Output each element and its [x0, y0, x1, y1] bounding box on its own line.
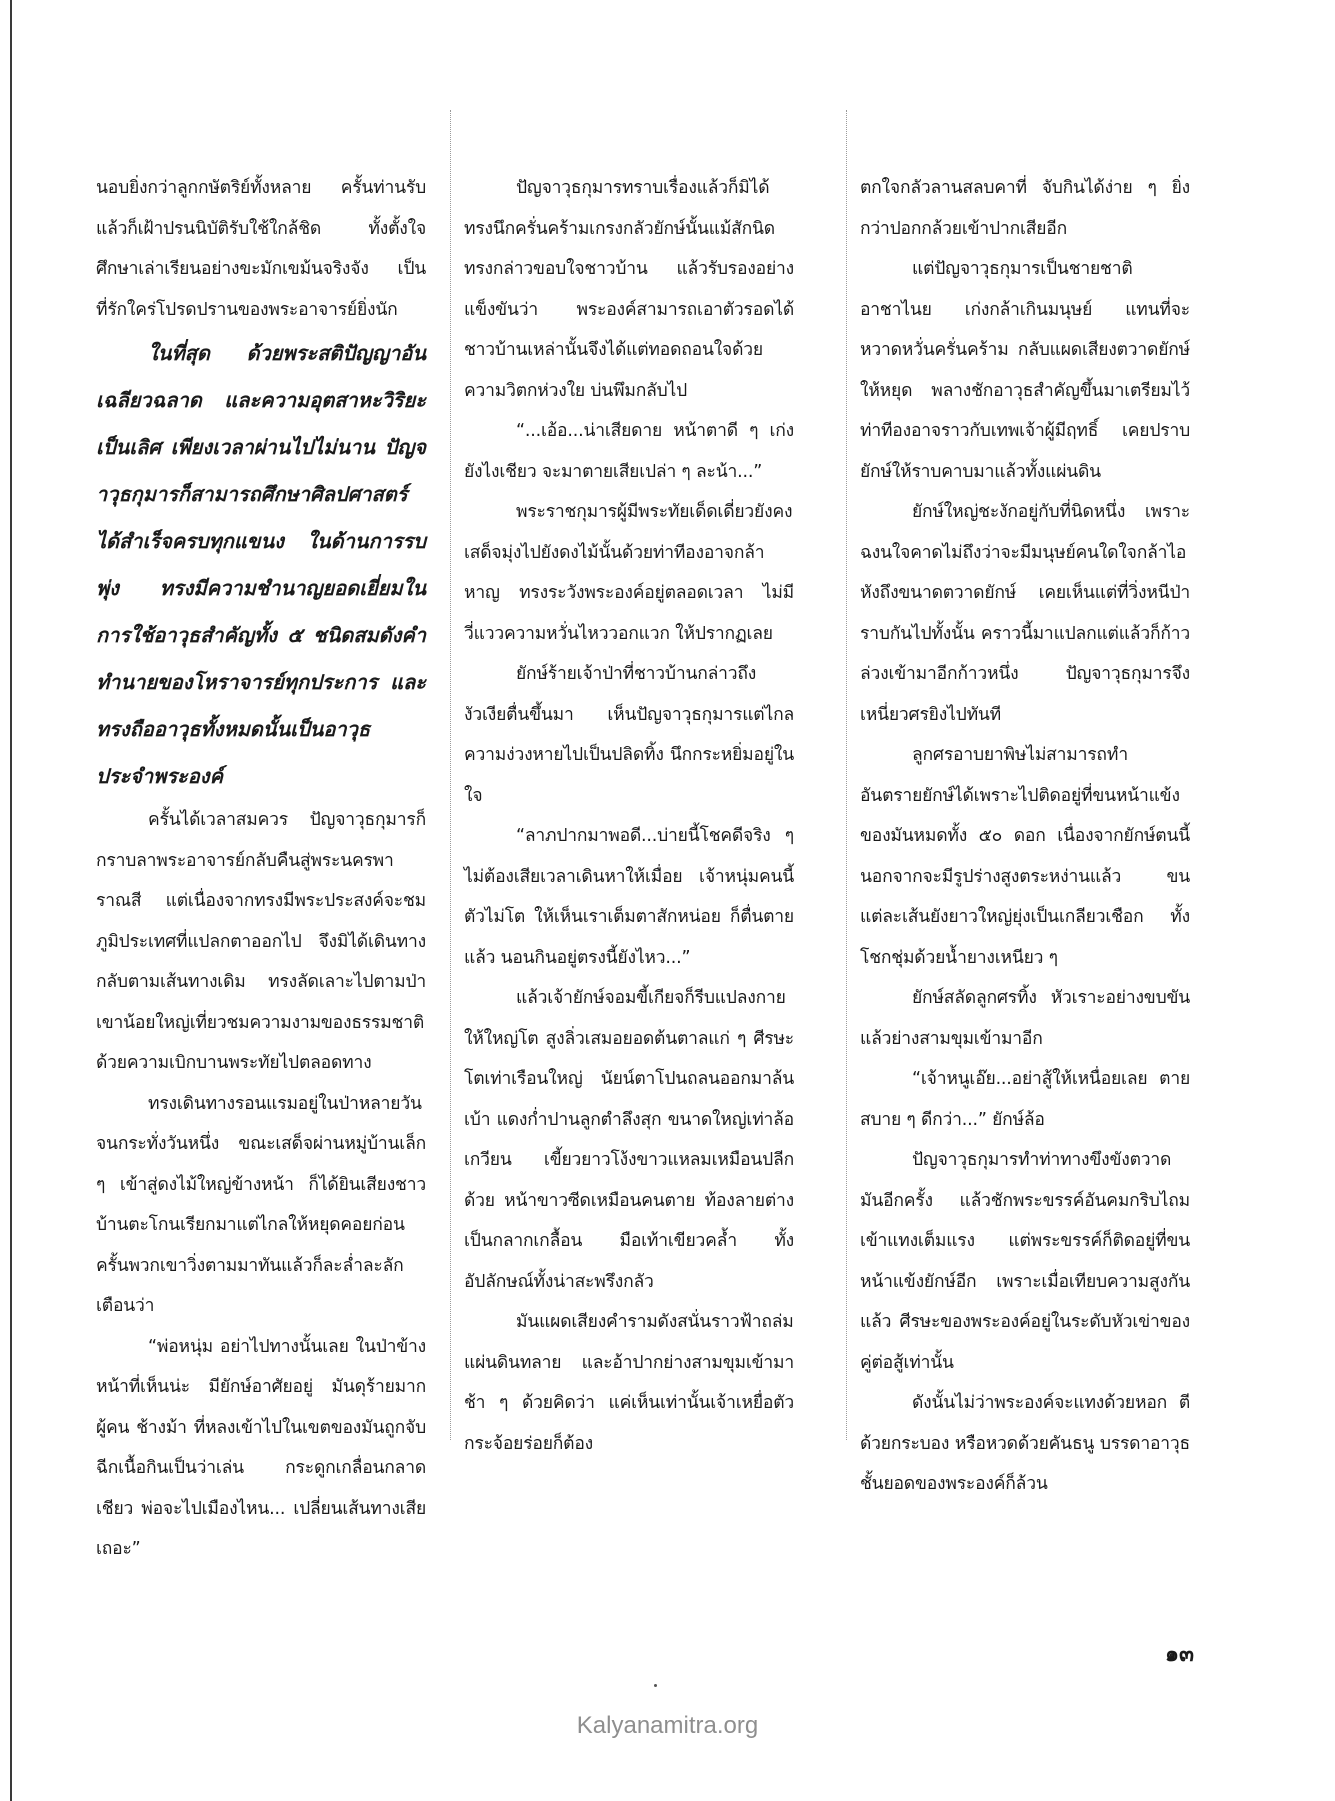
page-edge-line: [10, 0, 12, 1801]
text-column-2: [464, 168, 794, 1464]
paragraph: พระราชกุมารผู้มีพระทัยเด็ดเดี่ยวยังคงเสด็จมุ่งไปยังดงไม้นั้นด้วยท่าทีองอาจกล้าหาญ ทรงระวังพระองค์อยู่ตลอดเวลา ไม่มีวี่แววความหวั่นไหววอกแวก ให้ปรากฏเลย: [464, 502, 794, 644]
paragraph: ยักษ์ร้ายเจ้าป่าที่ชาวบ้านกล่าวถึงงัวเงียตื่นขึ้นมา เห็นปัญจาวุธกุมารแต่ไกล ความง่วงหายไปเป็นปลิดทิ้ง นึกกระหยิ่มอยู่ในใจ: [464, 664, 794, 806]
paragraph: ยักษ์ใหญ่ชะงักอยู่กับที่นิดหนึ่ง เพราะฉงนใจคาดไม่ถึงว่าจะมีมนุษย์คนใดใจกล้าไอหังถึงขนาดตวาดยักษ์ เคยเห็นแต่ที่วิ่งหนีป่าราบกันไปทั้งนั้น คราวนี้มาแปลกแต่แล้วก็ก้าวล่วงเข้ามาอีกก้าวหนึ่ง ปัญจาวุธกุมารจึงเหนี่ยวศรยิงไปทันที: [860, 502, 1190, 725]
paragraph: ปัญจาวุธกุมารทราบเรื่องแล้วก็มิได้ทรงนึกครั่นคร้ามเกรงกลัวยักษ์นั้นแม้สักนิด ทรงกล่าวขอบใจชาวบ้าน แล้วรับรองอย่างแข็งขันว่า พระองค์สามารถเอาตัวรอดได้ ชาวบ้านเหล่านั้นจึงได้แต่ทอดถอนใจด้วยความวิตกห่วงใย บ่นพึมกลับไป: [464, 178, 794, 401]
paragraph: แต่ปัญจาวุธกุมารเป็นชายชาติอาชาไนย เก่งกล้าเกินมนุษย์ แทนที่จะหวาดหวั่นครั่นคร้าม กลับแผดเสียงตวาดยักษ์ให้หยุด พลางชักอาวุธสำคัญขึ้นมาเตรียมไว้ ท่าทีองอาจราวกับเทพเจ้าผู้มีฤทธิ์ เคยปราบยักษ์ให้ราบคาบมาแล้วทั้งแผ่นดิน: [860, 259, 1190, 482]
text-column-1: [96, 168, 426, 1570]
column-divider: [846, 110, 847, 1440]
paragraph-emphasis: ในที่สุด ด้วยพระสติปัญญาอันเฉลียวฉลาด และความอุตสาหะวิริยะเป็นเลิศ เพียงเวลาผ่านไปไม่นาน ปัญจาวุธกุมารก็สามารถศึกษาศิลปศาสตร์ได้สำเร็จครบทุกแขนง ในด้านการรบพุ่ง ทรงมีความชำนาญยอดเยี่ยมในการใช้อาวุธสำคัญทั้ง ๕ ชนิดสมดังคำทำนายของโหราจารย์ทุกประการ และทรงถืออาวุธทั้งหมดนั้นเป็นอาวุธประจำพระองค์: [96, 341, 426, 788]
paragraph-dialogue: “ลาภปากมาพอดี...บ่ายนี้โชคดีจริง ๆ ไม่ต้องเสียเวลาเดินหาให้เมื่อย เจ้าหนุ่มคนนี้ตัวไม่โต ให้เห็นเราเต็มตาสักหน่อย ก็ตื่นตายแล้ว นอนกินอยู่ตรงนี้ยังไหว...”: [464, 826, 794, 968]
paragraph: ดังนั้นไม่ว่าพระองค์จะแทงด้วยหอก ตีด้วยกระบอง หรือหวดด้วยคันธนู บรรดาอาวุธชั้นยอดของพระองค์ก็ล้วน: [860, 1393, 1190, 1494]
paragraph: นอบยิ่งกว่าลูกกษัตริย์ทั้งหลาย ครั้นท่านรับแล้วก็เฝ้าปรนนิบัติรับใช้ใกล้ชิด ทั้งตั้งใจศึกษาเล่าเรียนอย่างขะมักเขม้นจริงจัง เป็นที่รักใคร่โปรดปรานของพระอาจารย์ยิ่งนัก: [96, 178, 426, 320]
paragraph: ทรงเดินทางรอนแรมอยู่ในป่าหลายวัน จนกระทั่งวันหนึ่ง ขณะเสด็จผ่านหมู่บ้านเล็ก ๆ เข้าสู่ดงไม้ใหญ่ข้างหน้า ก็ได้ยินเสียงชาวบ้านตะโกนเรียกมาแต่ไกลให้หยุดคอยก่อน ครั้นพวกเขาวิ่งตามมาทันแล้วก็ละล่ำละลักเตือนว่า: [96, 1093, 426, 1316]
paragraph: มันแผดเสียงคำรามดังสนั่นราวฟ้าถล่มแผ่นดินทลาย และอ้าปากย่างสามขุมเข้ามาช้า ๆ ด้วยคิดว่า แค่เห็นเท่านั้นเจ้าเหยื่อตัวกระจ้อยร่อยก็ต้อง: [464, 1312, 794, 1454]
paragraph: ตกใจกลัวลานสลบคาที่ จับกินได้ง่าย ๆ ยิ่งกว่าปอกกล้วยเข้าปากเสียอีก: [860, 178, 1190, 239]
text-column-3: [860, 168, 1190, 1505]
paragraph: ยักษ์สลัดลูกศรทิ้ง หัวเราะอย่างขบขัน แล้วย่างสามขุมเข้ามาอีก: [860, 988, 1190, 1049]
scan-speck: [654, 1684, 657, 1687]
page-number: ๑๓: [1165, 1642, 1195, 1667]
paragraph: แล้วเจ้ายักษ์จอมขี้เกียจก็รีบแปลงกายให้ใหญ่โต สูงลิ่วเสมอยอดต้นตาลแก่ ๆ ศีรษะโตเท่าเรือนใหญ่ นัยน์ตาโปนถลนออกมาล้นเบ้า แดงก่ำปานลูกตำลึงสุก ขนาดใหญ่เท่าล้อเกวียน เขี้ยวยาวโง้งขาวแหลมเหมือนปลีกด้วย หน้าขาวซีดเหมือนคนตาย ท้องลายต่างเป็นกลากเกลื้อน มือเท้าเขียวคล้ำ ทั้งอัปลักษณ์ทั้งน่าสะพรึงกลัว: [464, 988, 794, 1292]
paragraph: ครั้นได้เวลาสมควร ปัญจาวุธกุมารก็กราบลาพระอาจารย์กลับคืนสู่พระนครพาราณสี แต่เนื่องจากทรงมีพระประสงค์จะชมภูมิประเทศที่แปลกตาออกไป จึงมิได้เดินทางกลับตามเส้นทางเดิม ทรงลัดเลาะไปตามป่าเขาน้อยใหญ่เที่ยวชมความงามของธรรมชาติด้วยความเบิกบานพระทัยไปตลอดทาง: [96, 810, 426, 1073]
paragraph: ลูกศรอาบยาพิษไม่สามารถทำอันตรายยักษ์ได้เพราะไปติดอยู่ที่ขนหน้าแข้งของมันหมดทั้ง ๕๐ ดอก เนื่องจากยักษ์ตนนี้นอกจากจะมีรูปร่างสูงตระหง่านแล้ว ขนแต่ละเส้นยังยาวใหญ่ยุ่งเป็นเกลียวเชือก ทั้งโชกชุ่มด้วยน้ำยางเหนียว ๆ: [860, 745, 1190, 968]
column-divider: [450, 110, 451, 1440]
paragraph-dialogue: “...เอ้อ...น่าเสียดาย หน้าตาดี ๆ เก่งยังไงเชียว จะมาตายเสียเปล่า ๆ ละน้า...”: [464, 421, 794, 482]
paragraph-dialogue: “เจ้าหนูเอ๊ย...อย่าสู้ให้เหนื่อยเลย ตายสบาย ๆ ดีกว่า...” ยักษ์ล้อ: [860, 1069, 1190, 1130]
paragraph: ปัญจาวุธกุมารทำท่าทางขึงขังตวาดมันอีกครั้ง แล้วชักพระขรรค์อันคมกริบไถมเข้าแทงเต็มแรง แต่พระขรรค์ก็ติดอยู่ที่ขนหน้าแข้งยักษ์อีก เพราะเมื่อเทียบความสูงกันแล้ว ศีรษะของพระองค์อยู่ในระดับหัวเข่าของคู่ต่อสู้เท่านั้น: [860, 1150, 1190, 1373]
paragraph-dialogue: “พ่อหนุ่ม อย่าไปทางนั้นเลย ในป่าข้างหน้าที่เห็นน่ะ มียักษ์อาศัยอยู่ มันดุร้ายมาก ผู้คน ช้างม้า ที่หลงเข้าไปในเขตของมันถูกจับฉีกเนื้อกินเป็นว่าเล่น กระดูกเกลื่อนกลาดเชียว พ่อจะไปเมืองไหน... เปลี่ยนเส้นทางเสียเถอะ”: [96, 1336, 426, 1559]
watermark: Kalyanamitra.org: [576, 1712, 759, 1739]
